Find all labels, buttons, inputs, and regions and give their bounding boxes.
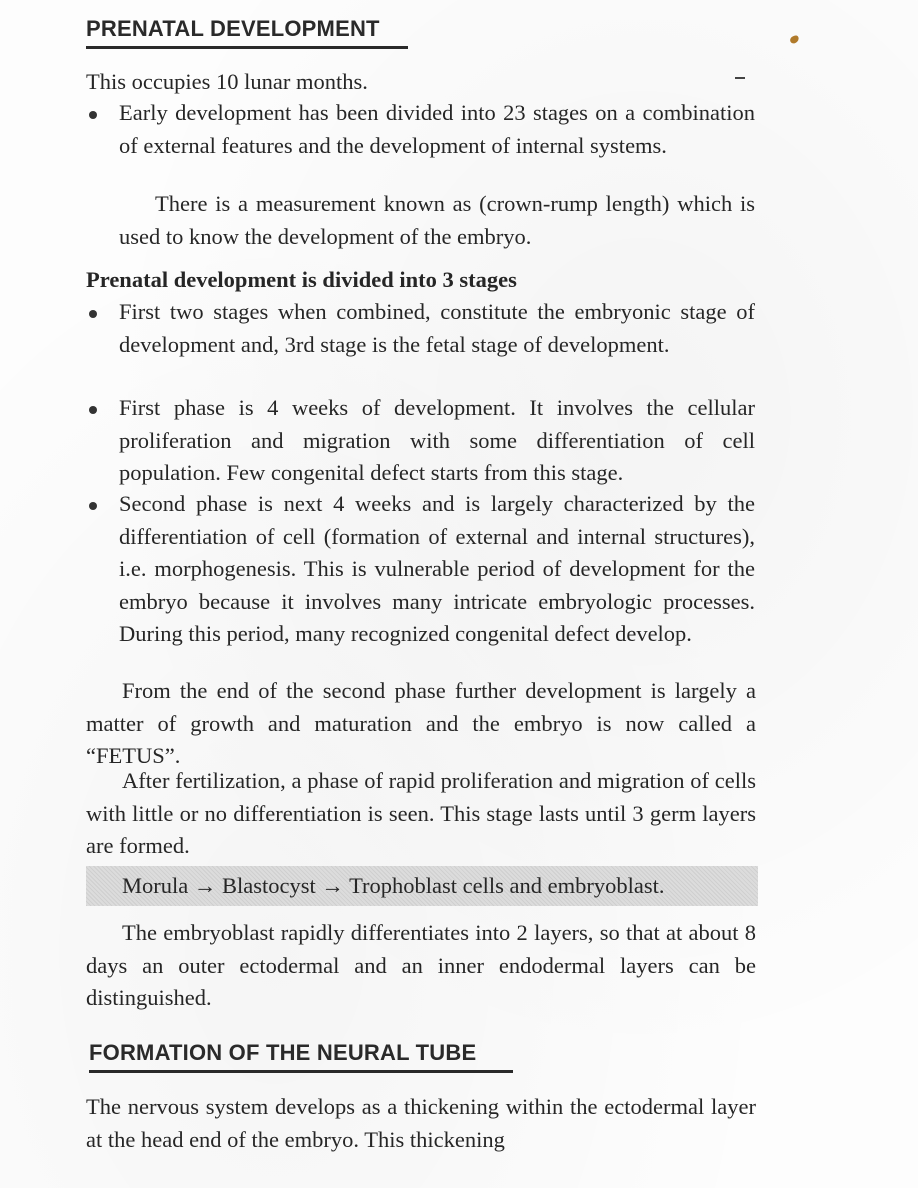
bullet-marker — [89, 111, 97, 119]
neural-tube-paragraph: The nervous system develops as a thickening within the ectodermal layer at the head end of the embryo. This thickening — [86, 1094, 756, 1152]
subheading-three-stages: Prenatal development is divided into 3 stages — [86, 267, 517, 292]
stray-mark — [735, 77, 745, 79]
bullet-early-development: Early development has been divided into 23 stages on a combination of external features and the development of internal systems. — [119, 100, 755, 158]
heading-underline — [86, 46, 408, 49]
bullet-marker — [89, 502, 97, 510]
ink-stain-mark — [789, 34, 800, 44]
section-heading-neural-tube: FORMATION OF THE NEURAL TUBE — [89, 1040, 477, 1065]
intro-text: This occupies 10 lunar months. — [86, 69, 368, 94]
bullet-embryonic-stage: First two stages when combined, constitute the embryonic stage of development and, 3rd stage is the fetal stage of development. — [119, 299, 755, 357]
fetus-paragraph: From the end of the second phase further development is largely a matter of growth and maturation and the embryo is now called a “FETUS”. — [86, 678, 756, 769]
bullet-second-phase: Second phase is next 4 weeks and is largely characterized by the differentiation of cell (formation of external and internal structures), i.e. morphogenesis. This is vulnerable period of development for the embryo because it involves many intricate embryologic processes. During this period, many recognized congenital defect develop. — [119, 491, 755, 647]
crown-rump-paragraph: There is a measurement known as (crown-rump length) which is used to know the development of the embryo. — [119, 191, 755, 249]
morula-sequence: Morula → Blastocyst → Trophoblast cells and embryoblast. — [122, 873, 665, 898]
fertilization-paragraph: After fertilization, a phase of rapid proliferation and migration of cells with little or no differentiation is seen. This stage lasts until 3 germ layers are formed. — [86, 768, 756, 859]
embryoblast-paragraph: The embryoblast rapidly differentiates into 2 layers, so that at about 8 days an outer ectodermal and an inner endodermal layers can be distinguished. — [86, 920, 756, 1011]
section-heading-prenatal-development: PRENATAL DEVELOPMENT — [86, 16, 380, 41]
heading-underline — [89, 1070, 513, 1073]
bullet-marker — [89, 310, 97, 318]
bullet-marker — [89, 406, 97, 414]
bullet-first-phase: First phase is 4 weeks of development. It involves the cellular proliferation and migration with some differentiation of cell population. Few congenital defect starts from this stage. — [119, 395, 755, 486]
